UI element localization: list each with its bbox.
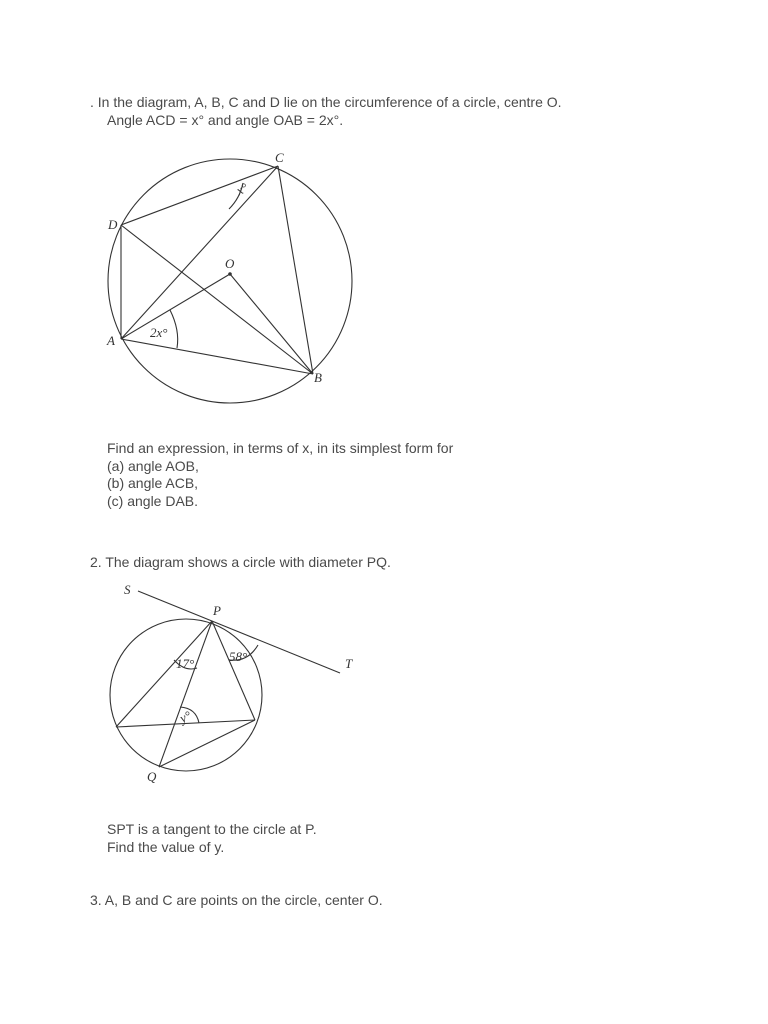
angle-label-x: x° — [233, 179, 251, 199]
q2-tangent-statement: SPT is a tangent to the circle at P. — [107, 821, 317, 837]
radius-ob — [230, 274, 313, 374]
angle-label-58: 58° — [229, 649, 248, 664]
chord-ab — [121, 339, 313, 374]
angle-arc-a — [170, 310, 178, 348]
q1-prompt: Find an expression, in terms of x, in its simplest form for — [107, 440, 454, 456]
angle-label-y: y° — [177, 707, 194, 726]
label-t: T — [345, 656, 353, 671]
label-q: Q — [147, 769, 157, 784]
label-b: B — [314, 370, 322, 385]
chord-ac — [121, 166, 278, 339]
q1-given-angles: Angle ACD = x° and angle OAB = 2x°. — [107, 112, 344, 128]
q1-part-b: (b) angle ACB, — [107, 475, 199, 491]
radius-oa — [121, 274, 230, 339]
q1-circle — [108, 159, 352, 403]
chord-p-left — [116, 621, 212, 727]
label-s: S — [124, 582, 131, 597]
q1-part-c: (c) angle DAB. — [107, 493, 199, 509]
label-p: P — [213, 603, 221, 618]
centre-point — [228, 272, 232, 276]
label-d: D — [108, 217, 118, 232]
angle-label-17: 17° — [176, 656, 195, 671]
chord-dc — [121, 166, 278, 225]
q1-intro: . In the diagram, A, B, C and D lie on the circumference of a circle, centre O. — [90, 94, 562, 110]
q2-find-y: Find the value of y. — [107, 839, 225, 855]
chord-db — [121, 225, 313, 374]
q2-circle — [110, 619, 262, 771]
chord-cb — [278, 166, 313, 374]
angle-label-2x: 2x° — [150, 325, 168, 340]
label-o: O — [225, 256, 235, 271]
q3-intro: 3. A, B and C are points on the circle, center O. — [90, 892, 383, 908]
q2-intro: 2. The diagram shows a circle with diameter PQ. — [90, 554, 391, 570]
label-a: A — [107, 333, 115, 348]
q1-part-a: (a) angle AOB, — [107, 458, 199, 474]
label-c: C — [275, 150, 284, 165]
